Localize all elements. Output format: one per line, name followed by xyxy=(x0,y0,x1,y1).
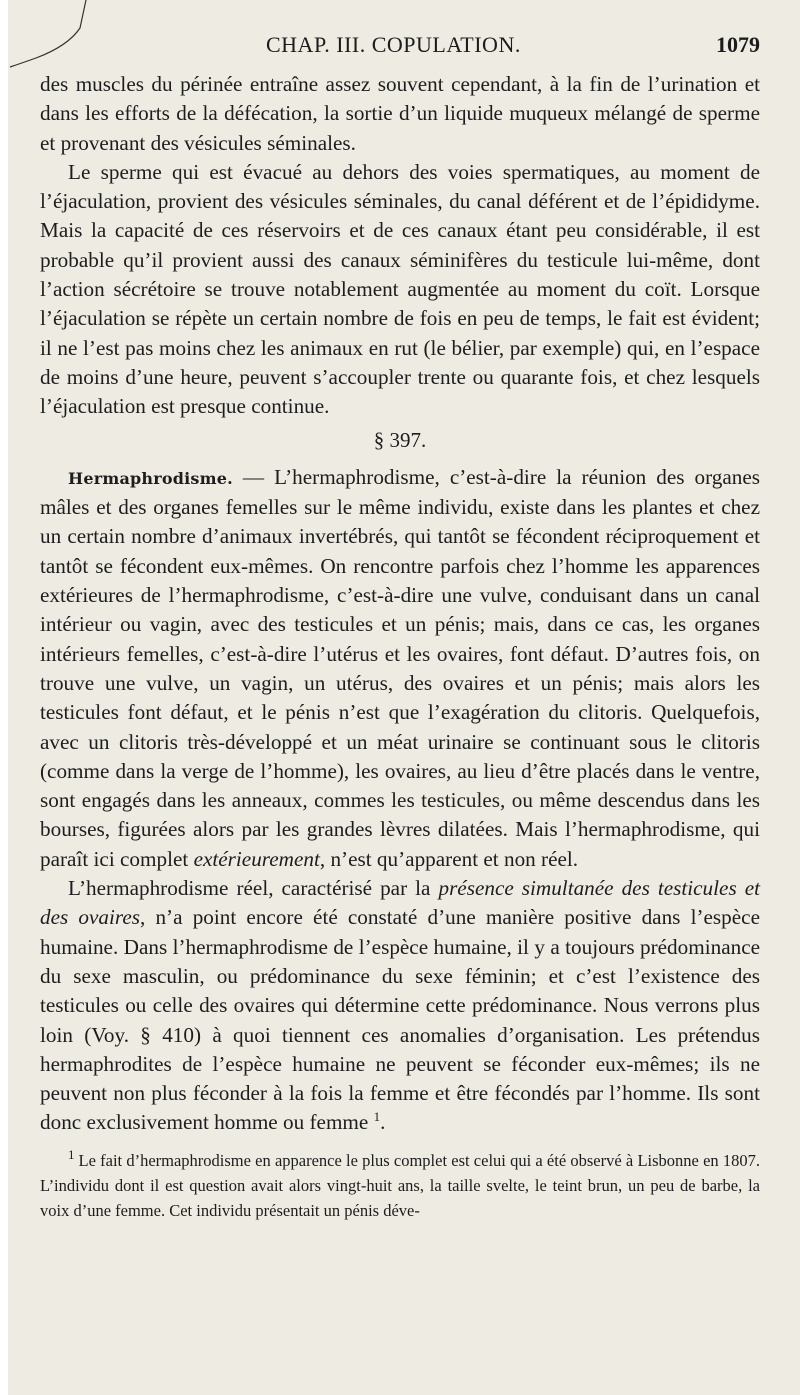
running-header xyxy=(8,30,800,60)
footnotes xyxy=(40,1148,760,1223)
section-heading: § 397. xyxy=(373,427,427,452)
emphasis-text: présence simultanée des testicules et des ovaires xyxy=(40,876,760,930)
footnote-number: 1 xyxy=(68,1147,75,1163)
paragraph-text: , n’a point encore été constaté d’une manière positive dans l’espèce humaine. Dans l’hermaphrodisme de l’espèce humaine, il y a toujours prédominance du sexe masculin, ou prédominance du sexe féminin; et c’est l’existence des testicules ou celle des ovaires qui détermine cette prédominance. Nous verrons plus loin (Voy. § 410) à quoi tiennent ces anomalies d’organisation. Les prétendus hermaphrodites de l’espèce humaine ne peuvent se féconder eux-mêmes; ils ne peuvent non plus féconder à la fois la femme et être fécondés par l’homme. Ils sont donc exclusivement homme ou femme xyxy=(40,905,760,1135)
paragraph-hermaphrodisme xyxy=(40,463,760,874)
book-page xyxy=(8,0,800,1395)
footnote-text: Le fait d’hermaphrodisme en apparence le plus complet est celui qui a été observé à Lisbonne en 1807. L’individu dont il est question avait alors vingt-huit ans, la taille svelte, le teint brun, un peu de barbe, la voix d’une femme. Cet individu présentait un pénis déve- xyxy=(40,1150,760,1220)
paragraph-text-end: . xyxy=(380,1110,386,1135)
chapter-title: CHAP. III. COPULATION. xyxy=(266,32,521,57)
footnote xyxy=(40,1148,760,1223)
main-text xyxy=(40,70,760,1223)
paragraph-hermaphrodisme-reel xyxy=(40,874,760,1138)
footnote-reference[interactable]: 1 xyxy=(373,1109,381,1125)
emphasis-text: extérieurement xyxy=(193,846,320,871)
paragraph-text-end: , n’est qu’apparent et non réel. xyxy=(319,846,579,871)
page-number: 1079 xyxy=(716,32,760,57)
footnote-separator xyxy=(40,1138,760,1148)
lead-term: Hermaphrodisme. xyxy=(68,468,233,488)
paragraph-continuation: des muscles du périnée entraîne assez souvent cependant, à la fin de l’urination et dans les efforts de la défécation, la sortie d’un liquide muqueux mélangé de sperme et provenant des vésicules séminales. xyxy=(40,72,760,155)
paragraph-sperme: Le sperme qui est évacué au dehors des voies spermatiques, au moment de l’éjaculation, provient des vésicules séminales, du canal déférent et de l’épididyme. Mais la capacité de ces réservoirs et de ces canaux étant peu considérable, il est probable qu’il provient aussi des canaux séminifères du testicule lui-même, dont l’action sécrétoire se trouve notablement augmentée au moment du coït. Lorsque l’éjaculation se répète un certain nombre de fois en peu de temps, le fait est évident; il ne l’est pas moins chez les animaux en rut (le bélier, par exemple) qui, en l’espace de moins d’une heure, peuvent s’accoupler trente ou quarante fois, et chez lesquels l’éjaculation est presque continue. xyxy=(40,159,760,419)
paragraph-text-start: L’hermaphrodisme réel, caractérisé par la xyxy=(68,876,431,901)
paragraph-text: — L’hermaphrodisme, c’est-à-dire la réunion des organes mâles et des organes femelles sur le même individu, existe dans les plantes et chez un certain nombre d’animaux invertébrés, qui tantôt se fécondent réciproquement et tantôt se fécondent eux-mêmes. On rencontre parfois chez l’homme les apparences extérieures de l’hermaphrodisme, c’est-à-dire une vulve, conduisant dans un canal intérieur ou vagin, avec des testicules et un pénis; mais, dans ce cas, les organes intérieurs femelles, c’est-à-dire l’utérus et les ovaires, font défaut. D’autres fois, on trouve une vulve, un vagin, un utérus, des ovaires et un pénis; mais alors les testicules font défaut, et le pénis n’est que l’exagération du clitoris. Quelquefois, avec un clitoris très-développé et un méat urinaire se continuant sous le clitoris (comme dans la verge de l’homme), les ovaires, au lieu d’être placés dans le ventre, sont engagés dans les anneaux, commes les testicules, ou même descendus dans les bourses, figurées alors par les grandes lèvres dilatées. Mais l’hermaphrodisme, qui paraît ici complet xyxy=(40,464,760,871)
